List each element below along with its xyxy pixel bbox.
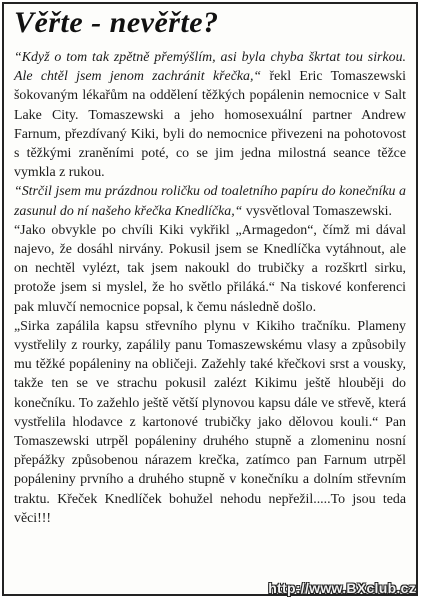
paragraph-2 (14, 182, 406, 220)
quote-2: “Strčil jsem mu prázdnou roličku od toaletního papíru do konečníku a zasunul do ní našeho křečka Knedlíčka,“ (14, 184, 406, 219)
watermark-url: http://www.BXclub.cz (268, 580, 416, 596)
paragraph-4: „Sirka zapálila kapsu střevního plynu v Kikiho tračníku. Plameny vystřelily z rourky, zapálily panu Tomaszewskému vlasy a způsobily mu těžké popáleniny na obličeji. Zažehly také křečkovi srst a vousky, takže ten se ve strachu pokusil zalézt Kikimu ještě hlouběji do konečníku. To zažehlo ještě větší plynovou kapsu dále ve střevě, která vystřelila hlodavce z kartonové trubičky jako dělovou kouli.“ Pan Tomaszewski utrpěl popáleniny druhého stupně a zlomeninu nosní přepážky způsobenou nárazem krečka, zatímco pan Farnum utrpěl popáleniny prvního a druhého stupně v konečníku a dolním střevním traktu. Křeček Knedlíček bohužel nehodu nepřežil.....To jsou teda věci!!! (14, 318, 406, 526)
paragraph-2-text: vysvětloval Tomaszewski. (242, 203, 393, 219)
paragraph-1 (14, 48, 406, 182)
article-title: Věřte - nevěřte? (14, 6, 219, 39)
article-body (14, 48, 406, 528)
quote-1: “Když o tom tak zpětně přemýšlím, asi byla chyba škrtat tou sirkou. Ale chtěl jsem jenom zachránit křečka,“ (14, 50, 406, 85)
paragraph-3: “Jako obvykle po chvíli Kiki vykřikl „Armagedon“, čímž mi dával najevo, že dosáhl nirvány. Pokusil jsem se Knedlíčka vytáhnout, ale on nechtěl vylézt, tak jsem nakoukl do trubičky a rozškrtl sirku, protože jsem si myslel, že ho světlo přiláká.“ Na tiskové konferenci pak mluvčí nemocnice popsal, k čemu následně došlo. (14, 222, 406, 315)
paragraph-1-text: řekl Eric Tomaszewski šokovaným lékařům na oddělení těžkých popálenin nemocnice v Salt Lake City. Tomaszewski a jeho homosexuální partner Andrew Farnum, přezdívaný Kiki, byli do nemocnice přivezeni na pohotovost s těžkými zraněními poté, co se jim jedna milostná seance těžce vymkla z rukou. (14, 69, 406, 181)
